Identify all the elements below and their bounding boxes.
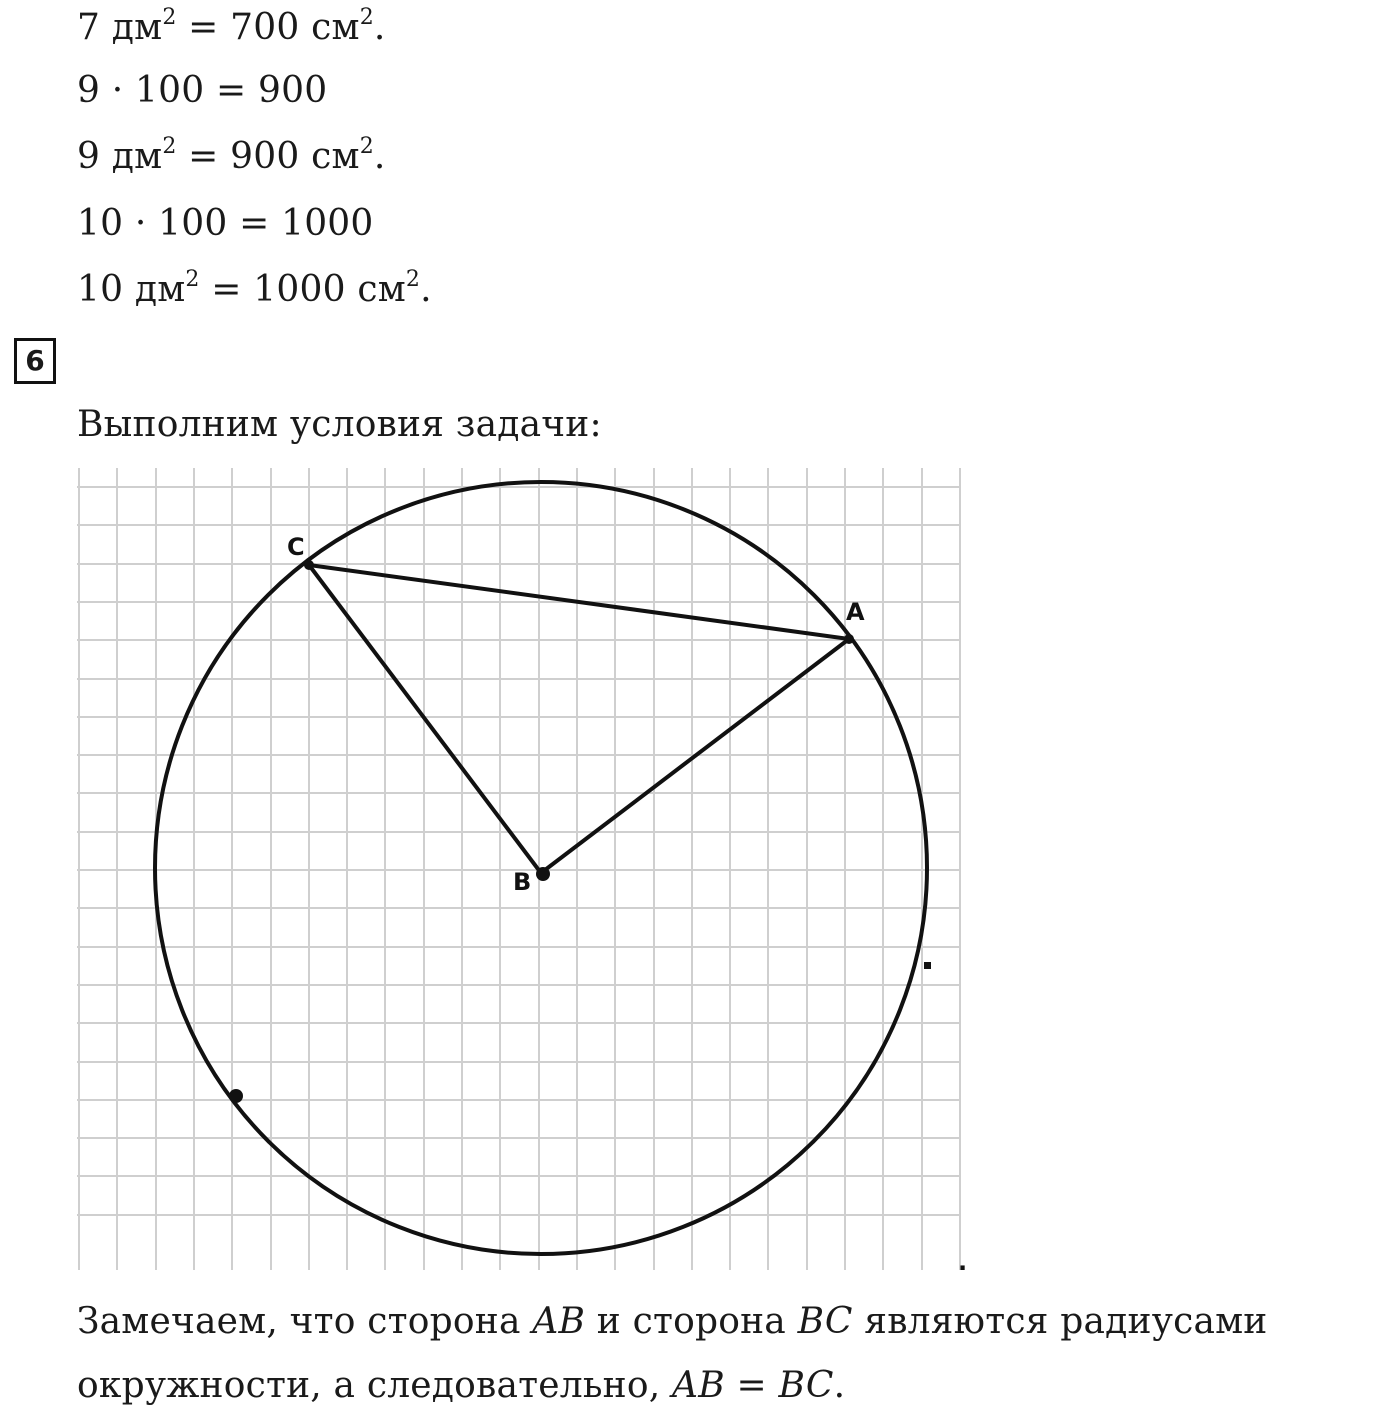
- period: .: [833, 1365, 846, 1406]
- point-C: [304, 560, 314, 570]
- math-BC: BC: [797, 1301, 853, 1342]
- exponent: 2: [185, 267, 200, 292]
- math-equation: AB = BC: [672, 1365, 834, 1406]
- math-AB: AB: [532, 1301, 586, 1342]
- stray-period: .: [958, 1248, 968, 1276]
- conclusion-line-1: [77, 1300, 1268, 1344]
- calc-line-1-rhs: = 700 см: [176, 7, 360, 48]
- exponent: 2: [405, 267, 421, 292]
- conclusion-text: и сторона: [585, 1301, 798, 1342]
- period: .: [373, 136, 386, 177]
- conclusion-line-2: [77, 1364, 845, 1408]
- calc-line-4: 10 · 100 = 1000: [77, 203, 374, 244]
- point-on-circle: [229, 1089, 243, 1103]
- period: .: [373, 7, 386, 48]
- label-A: A: [846, 598, 865, 626]
- mark-dot: [924, 962, 931, 969]
- label-B: B: [513, 868, 532, 896]
- conclusion-text: Замечаем, что сторона: [77, 1301, 533, 1342]
- exponent: 2: [359, 5, 374, 30]
- conclusion-text: являются радиусами: [852, 1301, 1268, 1342]
- calc-line-2: 9 · 100 = 900: [77, 70, 328, 111]
- task-intro-text: Выполним условия задачи:: [77, 404, 602, 445]
- exponent: 2: [162, 5, 177, 30]
- calc-line-1-lhs: 7 дм: [77, 7, 163, 48]
- conclusion-text: окружности, а следовательно,: [77, 1365, 673, 1406]
- period: .: [420, 269, 432, 310]
- calc-line-5-rhs: = 1000 см: [199, 269, 406, 310]
- exponent: 2: [162, 134, 177, 159]
- point-A: [844, 634, 854, 644]
- calc-line-3-lhs: 9 дм: [77, 136, 163, 177]
- calc-line-5-lhs: 10 дм: [77, 269, 186, 310]
- label-C: C: [287, 533, 305, 561]
- point-B: [536, 867, 550, 881]
- calc-line-3-rhs: = 900 см: [176, 136, 360, 177]
- exponent: 2: [359, 134, 374, 159]
- task-number-badge: 6: [14, 338, 56, 384]
